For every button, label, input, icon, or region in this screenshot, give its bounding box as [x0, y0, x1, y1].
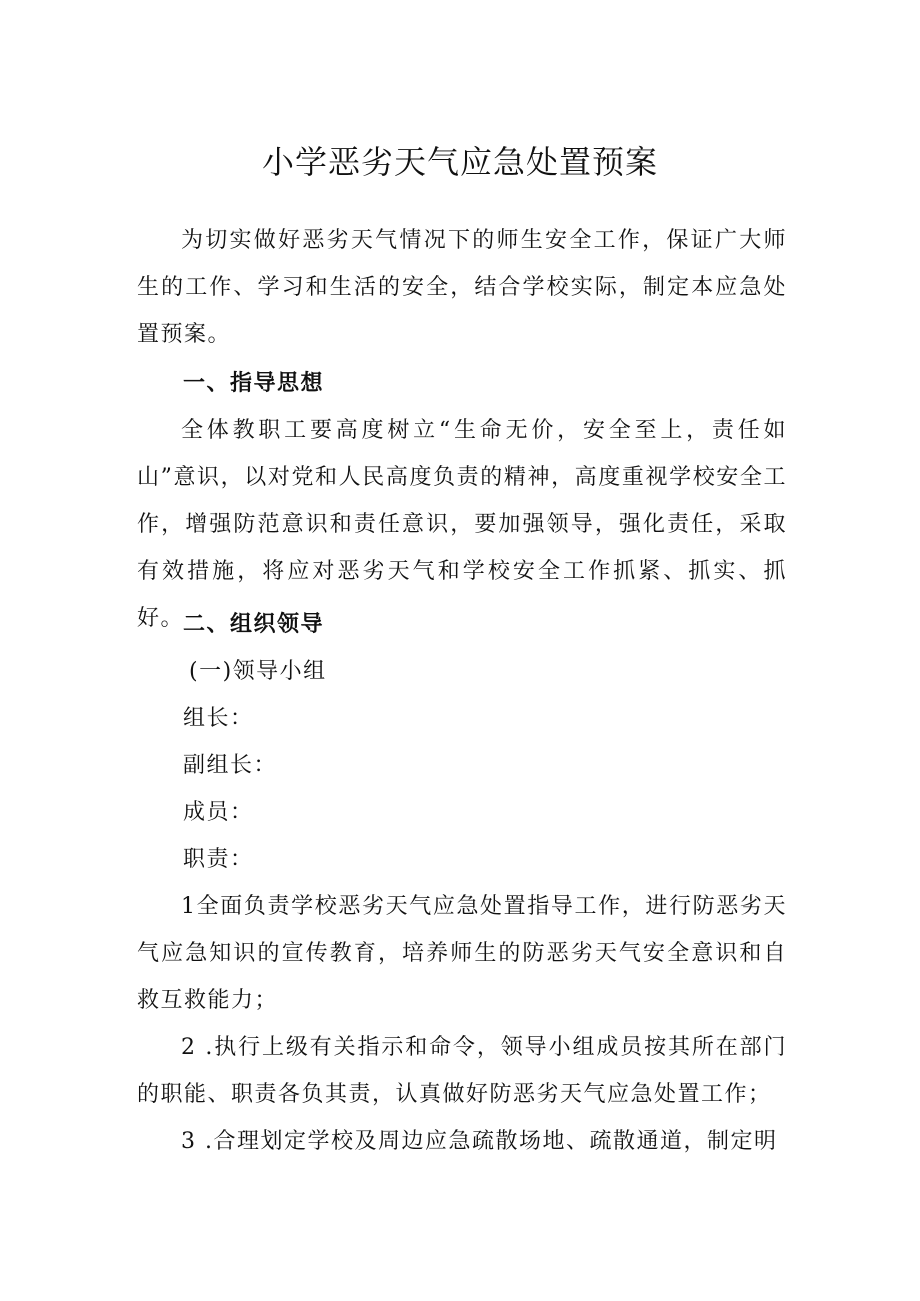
document-title: 小学恶劣天气应急处置预案 [261, 143, 658, 181]
duty-2-paragraph: 2 .执行上级有关指示和命令，领导小组成员按其所在部门的职能、职责各负其责，认真做好防恶劣天气应急处置工作； [137, 1035, 787, 1107]
duties-label: 职责： [183, 847, 254, 872]
duty-3-paragraph: 3 .合理划定学校及周边应急疏散场地、疏散通道，制定明 [181, 1129, 778, 1154]
deputy-leader-field: 副组长： [183, 753, 278, 778]
members-field: 成员： [183, 800, 254, 825]
intro-block [137, 217, 787, 358]
section-1-heading: 一、指导思想 [183, 371, 325, 396]
leadership-group-subheading: (一)领导小组 [189, 659, 327, 684]
group-leader-field: 组长： [183, 706, 254, 731]
duty-1-paragraph: 1全面负责学校恶劣天气应急处置指导工作，进行防恶劣天气应急知识的宣传教育，培养师生的防恶劣天气安全意识和自救互救能力； [137, 894, 787, 1013]
section-2 [137, 601, 787, 1165]
section-1-paragraph: 全体教职工要高度树立“生命无价，安全至上，责任如山”意识，以对党和人民高度负责的精神，高度重视学校安全工作，增强防范意识和责任意识，要加强领导，强化责任，采取有效措施，将应对恶劣天气和学校安全工作抓紧、抓实、抓好。 [137, 418, 787, 631]
section-2-heading: 二、组织领导 [183, 612, 325, 637]
section-1 [137, 360, 787, 642]
intro-paragraph: 为切实做好恶劣天气情况下的师生安全工作，保证广大师生的工作、学习和生活的安全，结合学校实际，制定本应急处置预案。 [137, 228, 787, 347]
